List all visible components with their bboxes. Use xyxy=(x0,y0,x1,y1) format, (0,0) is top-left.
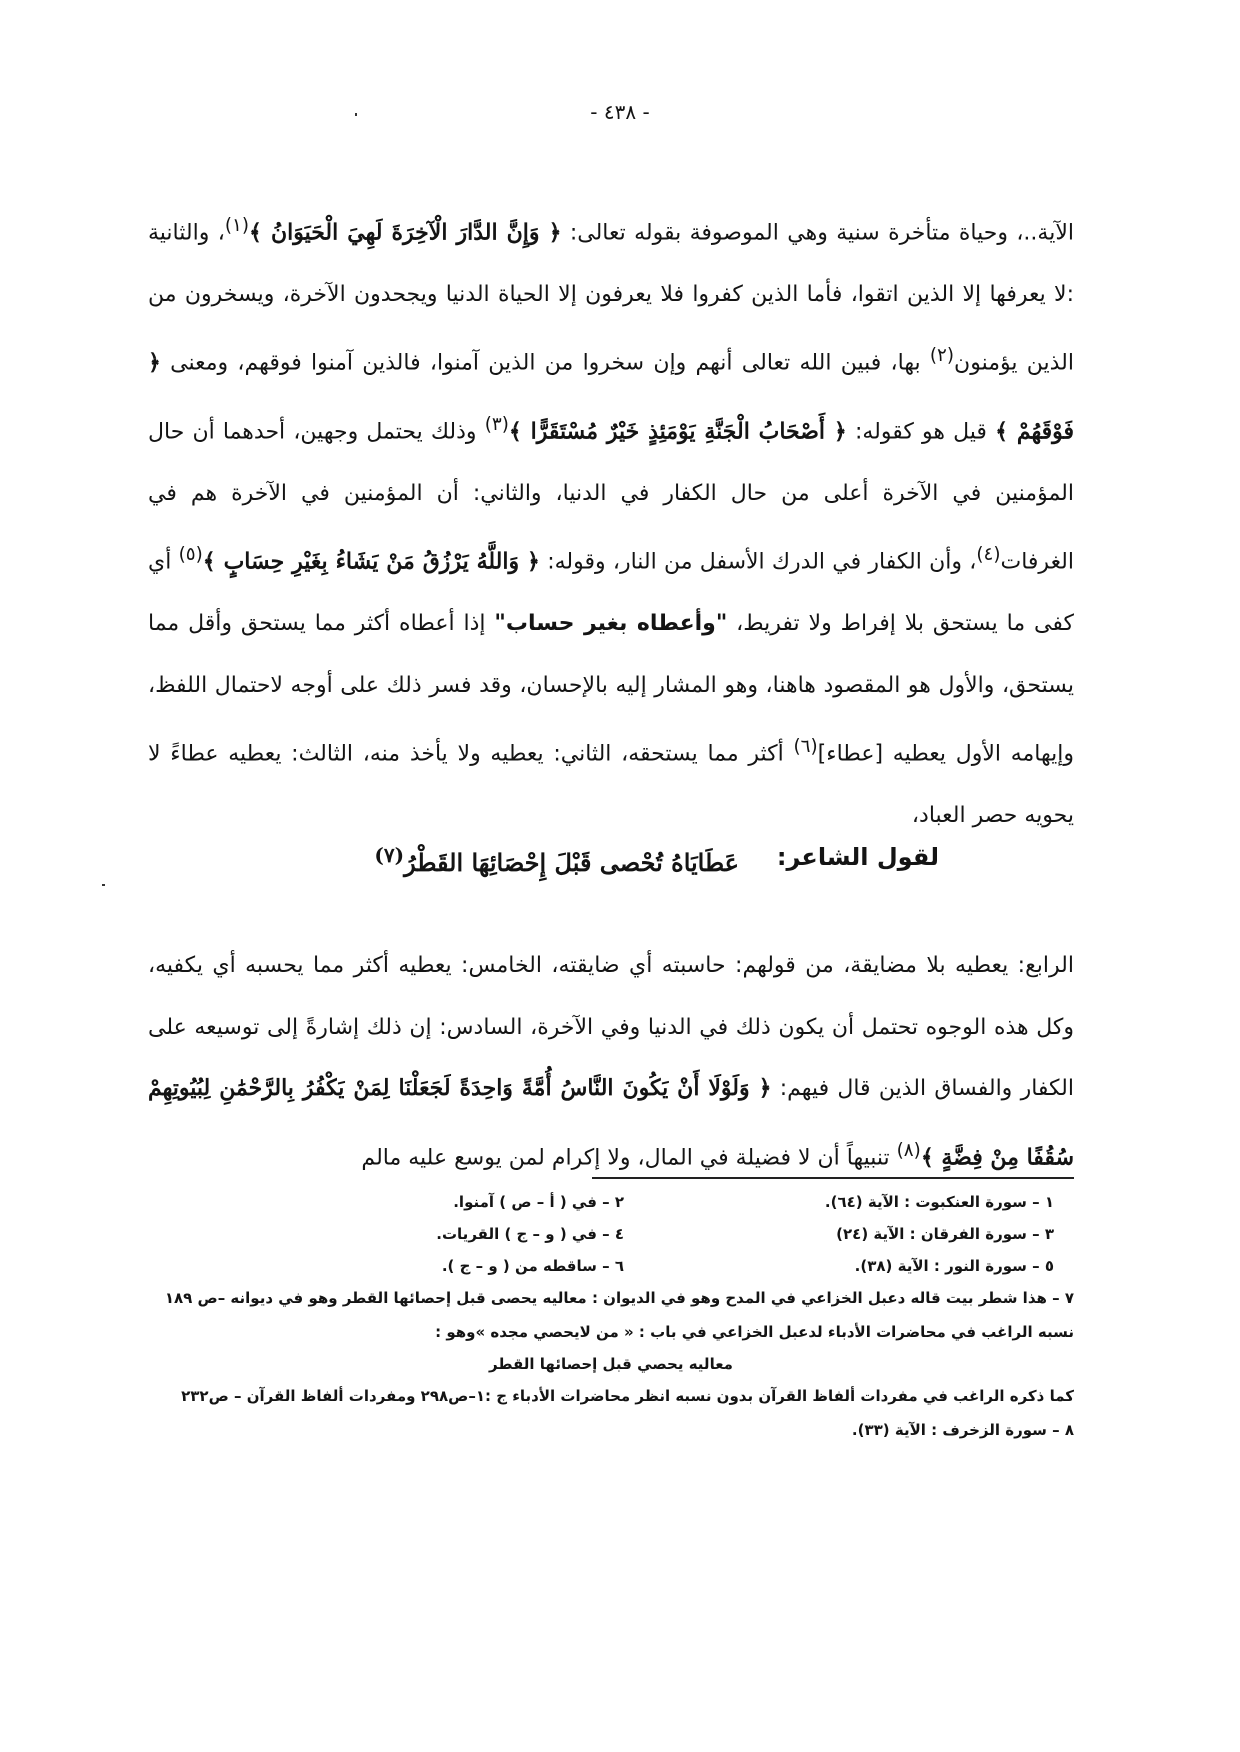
text-run: أي كفى ما يستحق بلا إفراط ولا تفريط، xyxy=(148,549,1074,637)
footnote-6: ٦ – ساقطه من ( و – ج ). xyxy=(441,1257,624,1275)
verse-note: (٧) xyxy=(374,843,405,867)
footnote-divider xyxy=(592,1177,1074,1179)
scan-speck xyxy=(102,884,105,886)
footnote-3: ٣ – سورة الفرقان : الآية (٢٤) xyxy=(836,1225,1054,1243)
text-run: تنبيهاً أن لا فضيلة في المال، ولا إكرام لمن يوسع عليه مالم xyxy=(361,1144,897,1170)
footnote-7-verse: معاليه يحصي قبل إحصائها القطر xyxy=(489,1355,733,1373)
page-number: - ٤٣٨ - xyxy=(590,100,650,124)
quoted-phrase: "وأعطاه بغير حساب" xyxy=(494,611,728,637)
footnote-7-line-3: كما ذكره الراغب في مفردات ألفاظ القرآن بدون نسبه انظر محاضرات الأدباء ج :١–ص٢٩٨ ومفردات ألفاظ القرآن – ص٢٣٢ xyxy=(181,1387,1074,1405)
verse-label: لقول الشاعر: xyxy=(776,843,939,871)
footnote-4: ٤ – في ( و – ج ) القريات. xyxy=(436,1225,624,1243)
quran-verse: ﴿ وَلَوْلَا أَنْ يَكُونَ النَّاسُ أُمَّةً وَاحِدَةً لَجَعَلْنَا لِمَنْ يَكْفُرُ بِالرَّحْمَٰنِ لِبُيُوتِهِمْ سُقُفًا مِنْ فِضَّةٍ ﴾ xyxy=(148,1075,1074,1170)
paragraph-2 xyxy=(148,935,1074,1188)
text-run: الرابع: يعطيه بلا مضايقة، من قولهم: حاسبته أي ضايقته، الخامس: يعطيه أكثر مما يحسبه أي يكفيه، وكل هذه الوجوه تحتمل أن يكون ذلك في الدنيا وفي الآخرة، السادس: إن ذلك إشارةً إلى توسيعه على الكفار والفساق الذين قال فيهم: xyxy=(148,953,1075,1101)
text-run: الآية..، وحياة متأخرة سنية وهي الموصوفة بقوله تعالى: xyxy=(561,220,1075,246)
text-run: ، وأن الكفار في الدرك الأسفل من النار، وقوله: xyxy=(539,549,977,575)
footnote-2: ٢ – في ( أ – ص ) آمنوا. xyxy=(453,1193,624,1211)
footnote-ref: (٣) xyxy=(484,414,509,436)
footnote-7-line-2: نسبه الراغب في محاضرات الأدباء لدعبل الخزاعي في باب : « من لايحصي مجده »وهو : xyxy=(435,1323,1074,1341)
footnote-ref: (٢) xyxy=(929,345,955,367)
footnote-grid xyxy=(148,1193,1074,1275)
paragraph-1 xyxy=(148,195,1074,847)
footnote-ref: (٦) xyxy=(793,736,818,758)
text-run: أكثر مما يستحقه، الثاني: يعطيه ولا يأخذ منه، الثالث: يعطيه عطاءً لا يحويه حصر العباد، xyxy=(148,741,1074,829)
footnote-1: ١ – سورة العنكبوت : الآية (٦٤). xyxy=(824,1193,1054,1211)
text-run: قيل هو كقوله: xyxy=(846,419,996,445)
footnote-7-line-1: ٧ – هذا شطر بيت قاله دعبل الخزاعي في المدح وهو في الديوان : معاليه يحصى قبل إحصائها القطر وهو في ديوانه –ص ١٨٩ xyxy=(164,1289,1074,1307)
text-run: بها، فبين الله تعالى أنهم وإن سخروا من الذين آمنوا، فالذين آمنوا فوقهم، ومعنى xyxy=(160,350,930,376)
footnotes xyxy=(148,1193,1074,1441)
footnote-ref: (٨) xyxy=(896,1139,921,1161)
quran-verse: ﴿ أَصْحَابُ الْجَنَّةِ يَوْمَئِذٍ خَيْرٌ مُسْتَقَرًّا ﴾ xyxy=(508,418,847,445)
text-run: إذا أعطاه أكثر مما يستحق وأقل مما يستحق، والأول هو المقصود هاهنا، وهو المشار إليه بالإحسان، وقد فسر ذلك على أوجه لاحتمال اللفظ، وإيهامه الأول يعطيه [عطاء] xyxy=(148,611,1074,767)
footnote-ref: (١) xyxy=(224,215,249,236)
text-run: وذلك يحتمل وجهين، أحدهما أن حال المؤمنين في الآخرة أعلى من حال الكفار في الدنيا، والثاني: أن المؤمنين في الآخرة هم في الغرفات xyxy=(148,419,1074,575)
verse-text: عَطَايَاهُ تُحْصى قَبْلَ إِحْصَائِهَا القَطْرُ$^{(٧)}$ xyxy=(374,843,739,877)
footnote-5: ٥ – سورة النور : الآية (٣٨). xyxy=(854,1257,1054,1275)
text-run: ، والثانية :لا يعرفها إلا الذين اتقوا، فأما الذين كفروا فلا يعرفون إلا الحياة الدنيا ويجحدون الآخرة، ويسخرون من الذين يؤمنون xyxy=(148,220,1074,376)
scan-speck xyxy=(355,113,357,116)
quran-verse: ﴿ وَاللَّهُ يَرْزُقُ مَنْ يَشَاءُ بِغَيْرِ حِسَابٍ ﴾ xyxy=(202,548,540,575)
quran-verse: ﴿ فَوْقَهُمْ ﴾ xyxy=(148,349,1075,445)
quran-verse: ﴿ وَإِنَّ الدَّارَ الْآخِرَةَ لَهِيَ الْحَيَوَانُ ﴾ xyxy=(249,219,562,246)
footnote-8: ٨ – سورة الزخرف : الآية (٣٣). xyxy=(851,1421,1074,1439)
footnote-ref: (٤) xyxy=(976,544,1001,566)
footnote-ref: (٥) xyxy=(178,544,203,566)
